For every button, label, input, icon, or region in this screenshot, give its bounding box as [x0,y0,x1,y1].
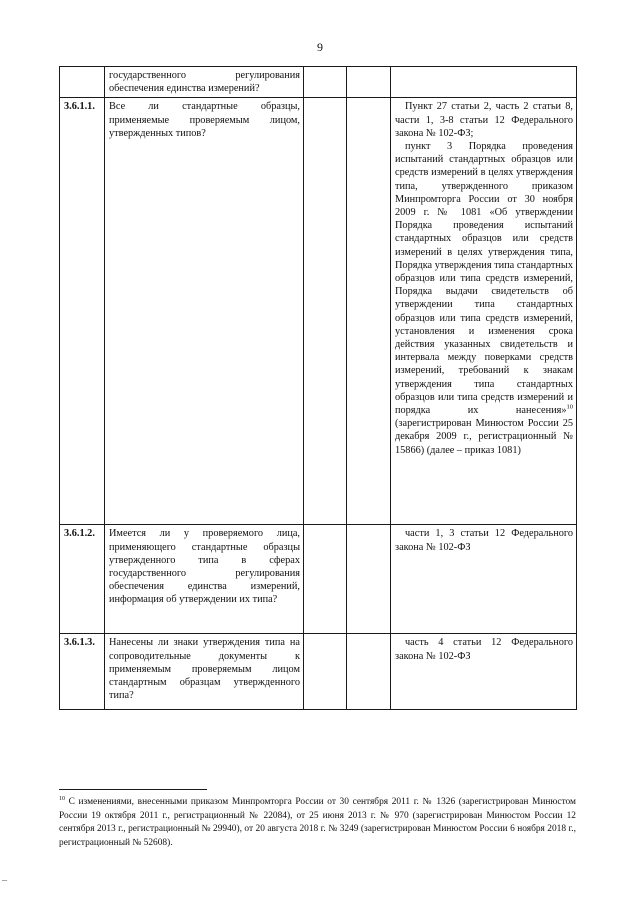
reference-cell [391,67,577,98]
question-text: государственного регулирования обеспечения единства измерений? [105,67,304,98]
answer-cell [347,98,391,525]
reference-text: Пункт 27 статьи 2, часть 2 статьи 8, части 1, 3-8 статьи 12 Федерального закона № 102-ФЗ; [395,101,573,139]
table-row [60,67,577,98]
table-row [60,98,577,525]
reference-text: (зарегистрирован Минюстом России 25 декабря 2009 г., регистрационный № 15866) (далее – приказ 1081) [395,418,573,456]
row-number [60,67,105,98]
reference-cell [391,525,577,634]
question-text: Нанесены ли знаки утверждения типа на сопроводительные документы к применяемым проверяемым лицом стандартным образцам утвержденного типа? [105,634,304,710]
answer-cell [304,67,347,98]
question-text: Все ли стандартные образцы, применяемые проверяемым лицом, утвержденных типов? [105,98,304,525]
footnote-marker: 10 [566,403,573,411]
row-number: 3.6.1.1. [60,98,105,525]
answer-cell [347,634,391,710]
reference-text: пункт 3 Порядка проведения испытаний стандартных образцов или средств измерений в целях утверждения типа, утвержденного приказом Минпромторга России от 30 ноября 2009 г. № 1081 «Об утверждении Порядка проведения испытаний стандартных образцов или средств измерений в целях утверждения типа, Порядка утверждения типа стандартных образцов или типа средств измерений, Порядка выдачи свидетельств об утверждении типа стандартных образцов или типа средств измерений, установления и изменения срока действия указанных свидетельств и интервала между поверками средств измерений, требований к знакам утверждения типа стандартных образцов или типа средств измерений и порядка их нанесения» [395,141,573,417]
checklist-table [59,66,577,710]
footnote-text: С изменениями, внесенными приказом Минпромторга России от 30 сентября 2011 г. № 1326 (зарегистрирован Минюстом России 19 октября 2011 г., регистрационный № 22084), от 25 июня 2013 г. № 970 (зарегистрирован Минюстом России 12 сентября 2013 г., регистрационный № 29940), от 20 августа 2018 г. № 3249 (зарегистрирован Минюстом России 6 ноября 2018 г., регистрационный № 52608). [59,797,576,848]
answer-cell [304,98,347,525]
reference-cell [391,634,577,710]
answer-cell [347,67,391,98]
table-row [60,525,577,634]
question-text: Имеется ли у проверяемого лица, применяющего стандартные образцы утвержденного типа в сферах государственного регулирования обеспечения единства измерений, информация об утверждении их типа? [105,525,304,634]
footnote [59,796,576,850]
table-row [60,634,577,710]
reference-text: часть 4 статьи 12 Федерального закона № 102-ФЗ [395,637,573,662]
edge-mark: – [2,875,7,886]
answer-cell [304,525,347,634]
page-number: 9 [317,40,323,54]
answer-cell [347,525,391,634]
footnote-marker: 10 [59,795,65,802]
footnote-divider [59,789,207,790]
reference-text [395,140,573,457]
answer-cell [304,634,347,710]
reference-text: части 1, 3 статьи 12 Федерального закона № 102-ФЗ [395,528,573,553]
reference-cell [391,98,577,525]
row-number: 3.6.1.3. [60,634,105,710]
row-number: 3.6.1.2. [60,525,105,634]
